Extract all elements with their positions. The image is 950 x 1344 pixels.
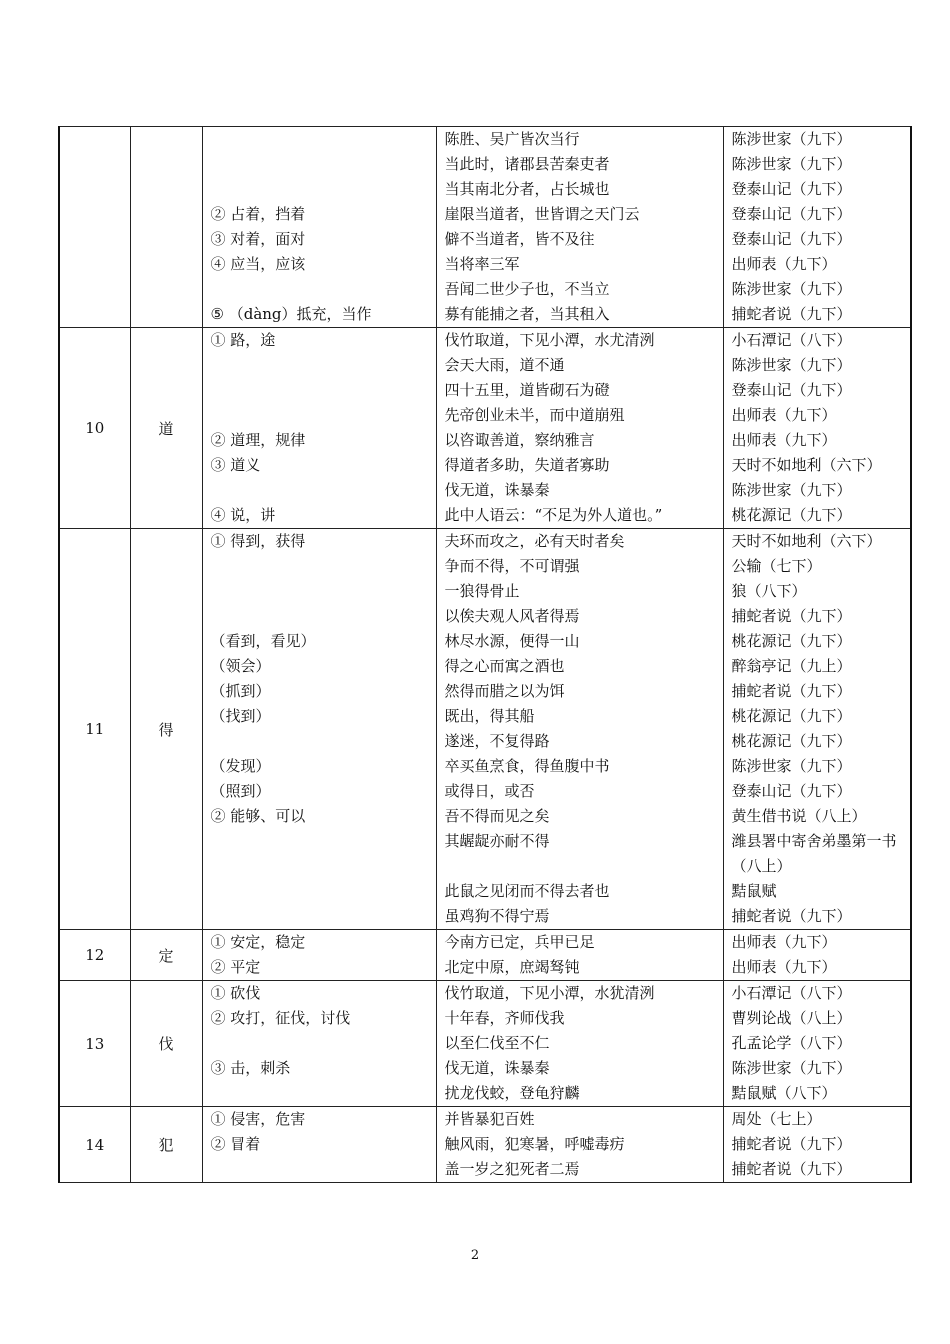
meaning-text: （领会） <box>210 657 271 675</box>
meaning-text <box>203 127 436 152</box>
example-text: 或得日，或否 <box>444 782 535 800</box>
meaning-cell <box>202 930 436 981</box>
entry-character <box>130 127 202 328</box>
source-text: 孔孟论学（八下） <box>731 1034 852 1052</box>
meaning-text <box>203 729 436 754</box>
meaning-text: ③ 道义 <box>210 456 261 474</box>
source-text: 小石潭记（八下） <box>731 984 852 1002</box>
example-text: 以咨诹善道，察纳雅言 <box>444 431 595 449</box>
meaning-text: （找到） <box>210 707 271 725</box>
source-text: 捕蛇者说（九下） <box>731 305 852 323</box>
entry-character: 得 <box>130 529 202 930</box>
meaning-cell <box>202 328 436 529</box>
example-text: 争而不得，不可谓强 <box>444 557 580 575</box>
meaning-cell <box>202 529 436 930</box>
example-text: 此鼠之见闭而不得去者也 <box>444 882 610 900</box>
source-text: 醉翁亭记（九上） <box>731 657 852 675</box>
example-text: 伐无道，诛暴秦 <box>444 481 550 499</box>
entry-number: 10 <box>59 328 130 529</box>
source-text: 登泰山记（九下） <box>731 230 852 248</box>
source-text: 捕蛇者说（九下） <box>731 607 852 625</box>
meaning-text <box>203 177 436 202</box>
source-text: 小石潭记（八下） <box>731 331 852 349</box>
source-text: 出师表（九下） <box>731 958 837 976</box>
example-text: 其龌龊亦耐不得 <box>444 832 550 850</box>
example-text: 募有能捕之者，当其租入 <box>444 305 610 323</box>
meaning-text: ③ 对着，面对 <box>210 230 306 248</box>
source-text: 陈涉世家（九下） <box>731 1059 852 1077</box>
example-text: 僻不当道者，皆不及往 <box>444 230 595 248</box>
meaning-text <box>203 904 436 929</box>
source-cell <box>723 328 911 529</box>
source-text: 登泰山记（九下） <box>731 180 852 198</box>
entry-character: 伐 <box>130 981 202 1107</box>
meaning-text: ② 攻打，征伐，讨伐 <box>210 1009 351 1027</box>
table-body <box>59 127 911 1183</box>
meaning-text <box>203 378 436 403</box>
example-text: 一狼得骨止 <box>444 582 520 600</box>
meaning-text <box>203 604 436 629</box>
example-text: 并皆暴犯百姓 <box>444 1110 535 1128</box>
example-text: 陈胜、吴广皆次当行 <box>444 130 580 148</box>
entry-character: 犯 <box>130 1107 202 1183</box>
source-text: 出师表（九下） <box>731 431 837 449</box>
meaning-text: ② 道理，规律 <box>210 431 306 449</box>
meaning-text: （看到，看见） <box>210 632 316 650</box>
meaning-cell <box>202 981 436 1107</box>
meaning-text: （发现） <box>210 757 271 775</box>
source-text: 黄生借书说（八上） <box>731 807 867 825</box>
source-text: 陈涉世家（九下） <box>731 356 852 374</box>
entry-character: 道 <box>130 328 202 529</box>
example-text: 当将率三军 <box>444 255 520 273</box>
example-text: 此中人语云：“不足为外人道也。” <box>444 506 663 524</box>
example-text: 吾闻二世少子也，不当立 <box>444 280 610 298</box>
source-text: 登泰山记（九下） <box>731 782 852 800</box>
example-text: 会天大雨，道不通 <box>444 356 565 374</box>
source-text: 捕蛇者说（九下） <box>731 1135 852 1153</box>
meaning-text: ① 砍伐 <box>210 984 261 1002</box>
page-number: 2 <box>470 1248 480 1263</box>
example-cell <box>436 1107 723 1183</box>
example-text: 触风雨，犯寒暑，呼嘘毒疠 <box>444 1135 625 1153</box>
source-text: 陈涉世家（九下） <box>731 130 852 148</box>
source-text: 曹刿论战（八上） <box>731 1009 852 1027</box>
example-text: 先帝创业未半，而中道崩殂 <box>444 406 625 424</box>
source-text: 黠鼠赋 <box>731 882 777 900</box>
source-text: 公输（七下） <box>731 557 822 575</box>
meaning-text: ③ 击，刺杀 <box>210 1059 291 1077</box>
meaning-text: ② 能够、可以 <box>210 807 306 825</box>
source-text: 桃花源记（九下） <box>731 506 852 524</box>
example-text: 林尽水源，便得一山 <box>444 632 580 650</box>
example-text: 四十五里，道皆砌石为磴 <box>444 381 610 399</box>
example-text: 盖一岁之犯死者二焉 <box>444 1160 580 1178</box>
example-text: 十年春，齐师伐我 <box>444 1009 565 1027</box>
entry-character: 定 <box>130 930 202 981</box>
meaning-text <box>203 1157 436 1182</box>
source-text: 潍县署中寄舍弟墨第一书（八上） <box>731 832 897 875</box>
source-text: 狼（八下） <box>731 582 807 600</box>
meaning-text <box>203 403 436 428</box>
meaning-cell <box>202 1107 436 1183</box>
source-text: 捕蛇者说（九下） <box>731 1160 852 1178</box>
example-text: 北定中原，庶竭驽钝 <box>444 958 580 976</box>
source-text: 陈涉世家（九下） <box>731 757 852 775</box>
meaning-text: ⑤ （dàng）抵充，当作 <box>210 305 372 323</box>
example-text: 虽鸡狗不得宁焉 <box>444 907 550 925</box>
source-text: 陈涉世家（九下） <box>731 280 852 298</box>
meaning-text <box>203 353 436 378</box>
table-row <box>59 1107 911 1183</box>
source-cell <box>723 930 911 981</box>
entry-number: 14 <box>59 1107 130 1183</box>
entry-number: 11 <box>59 529 130 930</box>
source-text: 出师表（九下） <box>731 406 837 424</box>
table-row <box>59 127 911 328</box>
meaning-text: ① 侵害，危害 <box>210 1110 306 1128</box>
meaning-text <box>203 478 436 503</box>
meaning-text: （照到） <box>210 782 271 800</box>
source-text: 周处（七上） <box>731 1110 822 1128</box>
meaning-text <box>203 829 436 879</box>
meaning-text <box>203 152 436 177</box>
source-cell <box>723 127 911 328</box>
example-cell <box>436 328 723 529</box>
source-text: 陈涉世家（九下） <box>731 481 852 499</box>
example-text: 伐竹取道，下见小潭，水尤清洌 <box>444 331 655 349</box>
meaning-text <box>203 1031 436 1056</box>
meaning-text: ④ 说，讲 <box>210 506 276 524</box>
example-cell <box>436 930 723 981</box>
example-text: 当其南北分者，占长城也 <box>444 180 610 198</box>
meaning-text <box>203 879 436 904</box>
example-text: 卒买鱼烹食，得鱼腹中书 <box>444 757 610 775</box>
source-text: 桃花源记（九下） <box>731 632 852 650</box>
example-text: 吾不得而见之矣 <box>444 807 550 825</box>
source-text: 黠鼠赋（八下） <box>731 1084 837 1102</box>
meaning-text <box>203 554 436 579</box>
source-cell <box>723 529 911 930</box>
source-text: 出师表（九下） <box>731 933 837 951</box>
example-text: 当此时，诸郡县苦秦吏者 <box>444 155 610 173</box>
meaning-text <box>203 277 436 302</box>
source-text: 桃花源记（九下） <box>731 707 852 725</box>
source-text: 登泰山记（九下） <box>731 205 852 223</box>
meaning-text: ④ 应当，应该 <box>210 255 306 273</box>
example-text: 夫环而攻之，必有天时者矣 <box>444 532 625 550</box>
meaning-cell <box>202 127 436 328</box>
source-text: 陈涉世家（九下） <box>731 155 852 173</box>
table-row <box>59 930 911 981</box>
meaning-text <box>203 1081 436 1106</box>
example-cell <box>436 981 723 1107</box>
example-text: 得道者多助，失道者寡助 <box>444 456 610 474</box>
entry-number <box>59 127 130 328</box>
example-text: 伐竹取道，下见小潭，水犹清洌 <box>444 984 655 1002</box>
example-text: 扰龙伐蛟，登龟狩麟 <box>444 1084 580 1102</box>
example-cell <box>436 529 723 930</box>
source-text: 天时不如地利（六下） <box>731 532 882 550</box>
meaning-text: ① 得到，获得 <box>210 532 306 550</box>
meaning-text: ② 平定 <box>210 958 261 976</box>
table-row <box>59 981 911 1107</box>
table-row <box>59 328 911 529</box>
example-text: 既出，得其船 <box>444 707 535 725</box>
example-text: 伐无道，诛暴秦 <box>444 1059 550 1077</box>
meaning-text: （抓到） <box>210 682 271 700</box>
example-text: 崖限当道者，世皆谓之天门云 <box>444 205 640 223</box>
example-text: 遂迷，不复得路 <box>444 732 550 750</box>
meaning-text: ② 占着，挡着 <box>210 205 306 223</box>
meaning-text: ① 路，途 <box>210 331 276 349</box>
source-text: 出师表（九下） <box>731 255 837 273</box>
source-text: 天时不如地利（六下） <box>731 456 882 474</box>
source-cell <box>723 1107 911 1183</box>
example-cell <box>436 127 723 328</box>
example-text: 得之心而寓之酒也 <box>444 657 565 675</box>
source-text: 捕蛇者说（九下） <box>731 682 852 700</box>
meaning-text: ① 安定，稳定 <box>210 933 306 951</box>
vocabulary-table <box>58 126 912 1183</box>
source-text: 桃花源记（九下） <box>731 732 852 750</box>
example-text: 以俟夫观人风者得焉 <box>444 607 580 625</box>
example-text: 然得而腊之以为饵 <box>444 682 565 700</box>
entry-number: 12 <box>59 930 130 981</box>
meaning-text: ② 冒着 <box>210 1135 261 1153</box>
example-text: 今南方已定，兵甲已足 <box>444 933 595 951</box>
source-cell <box>723 981 911 1107</box>
table-row <box>59 529 911 930</box>
meaning-text <box>203 579 436 604</box>
example-text: 以至仁伐至不仁 <box>444 1034 550 1052</box>
entry-number: 13 <box>59 981 130 1107</box>
source-text: 捕蛇者说（九下） <box>731 907 852 925</box>
source-text: 登泰山记（九下） <box>731 381 852 399</box>
